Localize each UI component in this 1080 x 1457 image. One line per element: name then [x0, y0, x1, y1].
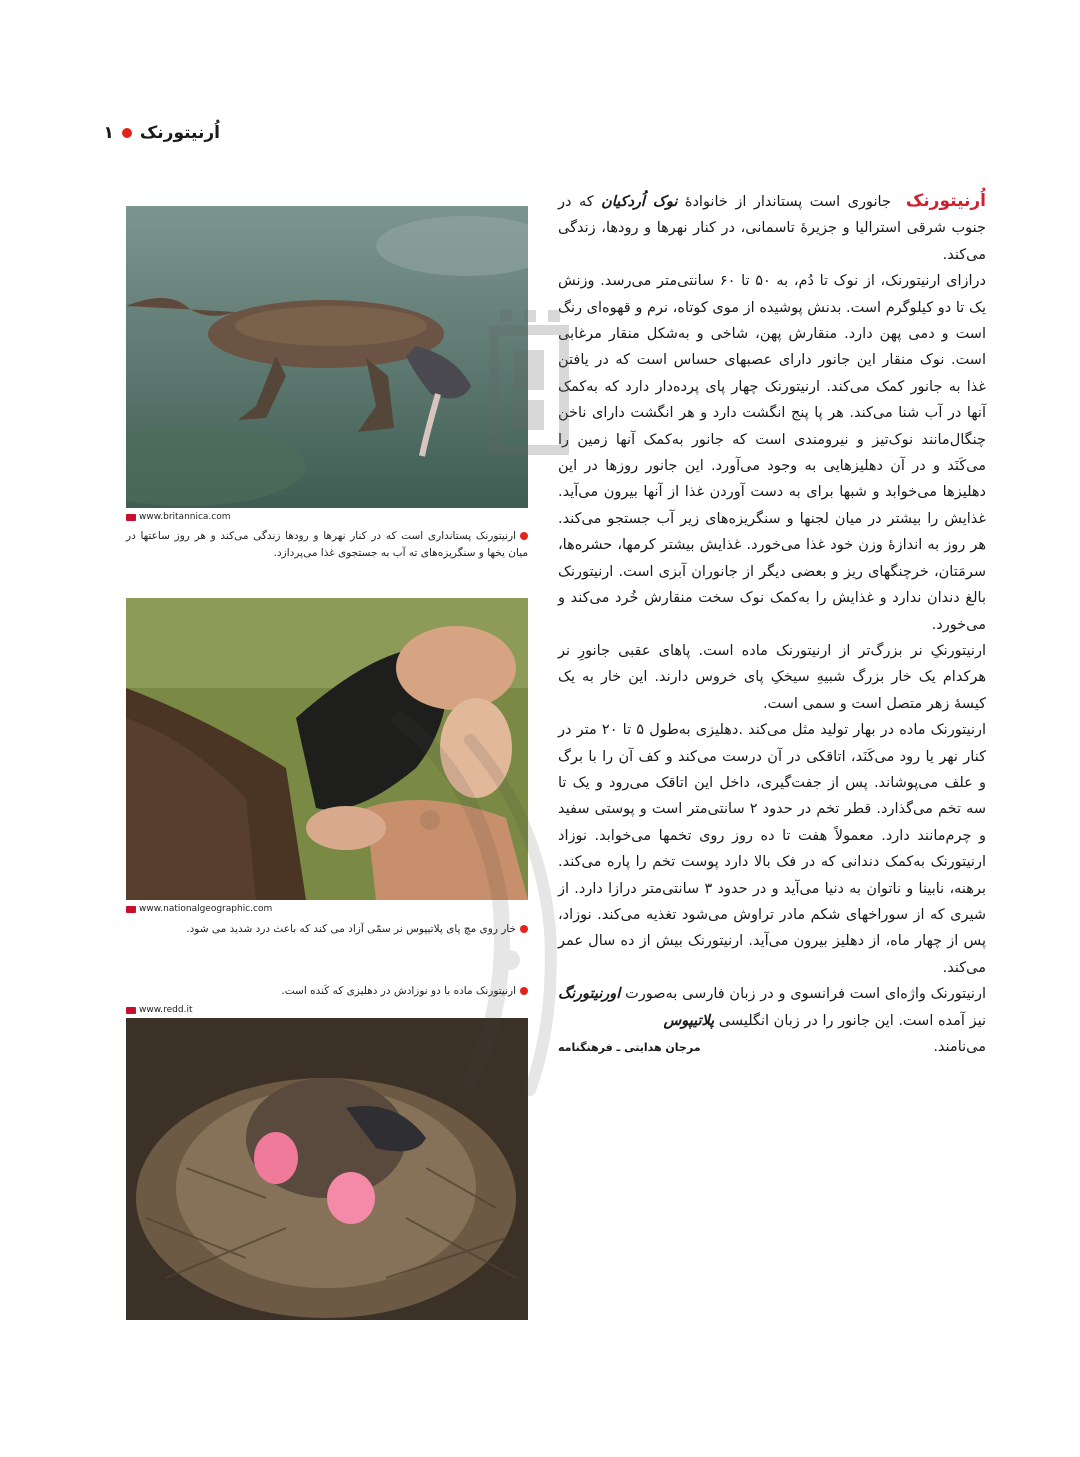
photo-platypus-foot: [126, 598, 528, 900]
caption-text: خار روی مچ پای پلاتیپوس نر سمّی آزاد می کند که باعث درد شدید می شود.: [186, 923, 516, 935]
etymology-text-a: ارنیتورنک واژه‌ای است فرانسوی و در زبان فارسی به‌صورت: [625, 986, 986, 1003]
closing-line: [558, 1034, 986, 1061]
intro-text-b: که در جنوب شرقی استرالیا و جزیرهٔ تاسمانی، در کنار نهرها و رودها، زندگی می‌کند.: [558, 194, 986, 263]
caption-text: ارنیتورنک پستانداری است که در کنار نهرها و رودها زندگی می‌کند و هر روز ساعتها در میان یخها و سنگریزه‌های ته آب به جستجوی غذا می‌پردازد.: [126, 530, 528, 559]
etymology-persian-name: اورنیتورنگ: [558, 986, 621, 1003]
paragraph-male: ارنیتورنکِ نر بزرگ‌تر از ارنیتورنک ماده است. پاهای عقبی جانورِ نر هرکدام یک خار بزرگ شبیهِ سیخکِ پای خروس دارند. این خار به یک کیسهٔ زهر متصل است و سمی است.: [558, 642, 986, 712]
author-credit: مرجان هدایتی ـ فرهنگنامه: [558, 1041, 701, 1054]
caption-bullet-icon: [520, 925, 528, 933]
caption-text: ارنیتورنک ماده با دو نوزادش در دهلیزی که کَنده است.: [281, 985, 516, 997]
photo-caption-1: [126, 528, 528, 562]
intro-text-a: جانوری است پستاندار از خانوادهٔ: [684, 194, 891, 210]
photo-nest-with-young: [126, 1018, 528, 1320]
paragraph-etymology: [558, 981, 986, 1034]
source-logo-icon: [126, 906, 136, 913]
page-number: ۱: [103, 123, 114, 143]
source-logo-icon: [126, 514, 136, 521]
photo-source-3: [126, 1005, 192, 1015]
photo-source-2: [126, 904, 272, 914]
photo-swimming-platypus: [126, 206, 528, 508]
article-body: [558, 188, 986, 1061]
etymology-english-name: پلاتیپوس: [663, 1012, 715, 1029]
source-text: www.redd.it: [139, 1005, 193, 1015]
etymology-text-c: می‌نامند.: [933, 1039, 986, 1055]
caption-bullet-icon: [520, 532, 528, 540]
page-header: [80, 118, 220, 148]
header-title: اُرنیتورنک: [139, 123, 220, 143]
header-bullet-icon: [122, 128, 132, 138]
etymology-text-b: نیز آمده است. این جانور را در زبان انگلیسی: [718, 1012, 986, 1029]
article-lead-title: اُرنیتورنک: [905, 191, 987, 211]
paragraph-reproduction: ارنیتورنک ماده در بهار تولید مثل می‌کند .دهلیزی به‌طول ۵ تا ۲۰ متر در کنار نهر یا رود می‌کَنَد، اتاقکی در آن درست می‌کند و کف آن را با برگ و علف می‌پوشاند. پس از جفت‌گیری، داخل این اتاقک می‌رود و یک تا سه تخم می‌گذارد. قطر تخم در حدود ۲ سانتی‌متر است و پوستی سفید و چرم‌مانند دارد. معمولاً هفت تا ده روز روی تخمها می‌خوابد. نوزاد ارنیتورنک به‌کمک دندانی که در فک بالا دارد پوست تخم را پاره می‌کند. برهنه، نابینا و ناتوان به دنیا می‌آید و در حدود ۳ سانتی‌متر درازا دارد. از شیری که از سوراخهای شکم مادر تراوش می‌شود تغذیه می‌کند. نوزاد، پس از چهار ماه، از دهلیز بیرون می‌آید. ارنیتورنک بیش از ده سال عمر می‌کند.: [558, 722, 987, 976]
source-text: www.nationalgeographic.com: [139, 904, 273, 914]
paragraph-intro: [558, 188, 986, 268]
caption-bullet-icon: [520, 987, 528, 995]
photo-caption-2: [126, 921, 528, 938]
intro-family-name: نوک اُردکیان: [601, 194, 678, 210]
photo-caption-3: [126, 983, 528, 1000]
photo-source-1: [126, 512, 231, 522]
paragraph-description: درازای ارنیتورنک، از نوک تا دُم، به ۵۰ تا ۶۰ سانتی‌متر می‌رسد. وزنش یک تا دو کیلوگرم است. بدنش پوشیده از موی کوتاه، نرم و قهوه‌ای رنگ است و دمی پهن دارد. منقارش پهن، شاخی و به‌شکل منقار مرغابی است. نوک منقار این جانور دارای عصبهای حساس است که در یافتن غذا به جانور کمک می‌کند. ارنیتورنک چهار پای پرده‌دار دارد که به‌کمک آنها در آب شنا می‌کند. هر پا پنج انگشت دارد و هر انگشت دارای ناخن چنگال‌مانند نوک‌تیز و نیرومندی است که جانور به‌کمک آنها زمین را می‌کَنَد و در آن دهلیزهایی به وجود می‌آورد. این جانور روزها در این دهلیزها می‌خوابد و شبها برای به دست آوردن غذا از آنها بیرون می‌آید. غذایش را بیشتر در میان لجنها و سنگریزه‌های زیر آب جستجو می‌کند. هر روز به اندازهٔ وزن خود غذا می‌خورد. غذایش بیشتر کرمها، حشره‌ها، سرمَتان، خرچنگهای ریز و بعضی دیگر از جانوران آبزی است. ارنیتورنک بالغ دندان ندارد و غذایش را به‌کمک نوک سخت منقارش خُرد می‌کند و می‌خورد.: [558, 273, 986, 633]
source-text: www.britannica.com: [139, 512, 231, 522]
source-logo-icon: [126, 1007, 136, 1014]
